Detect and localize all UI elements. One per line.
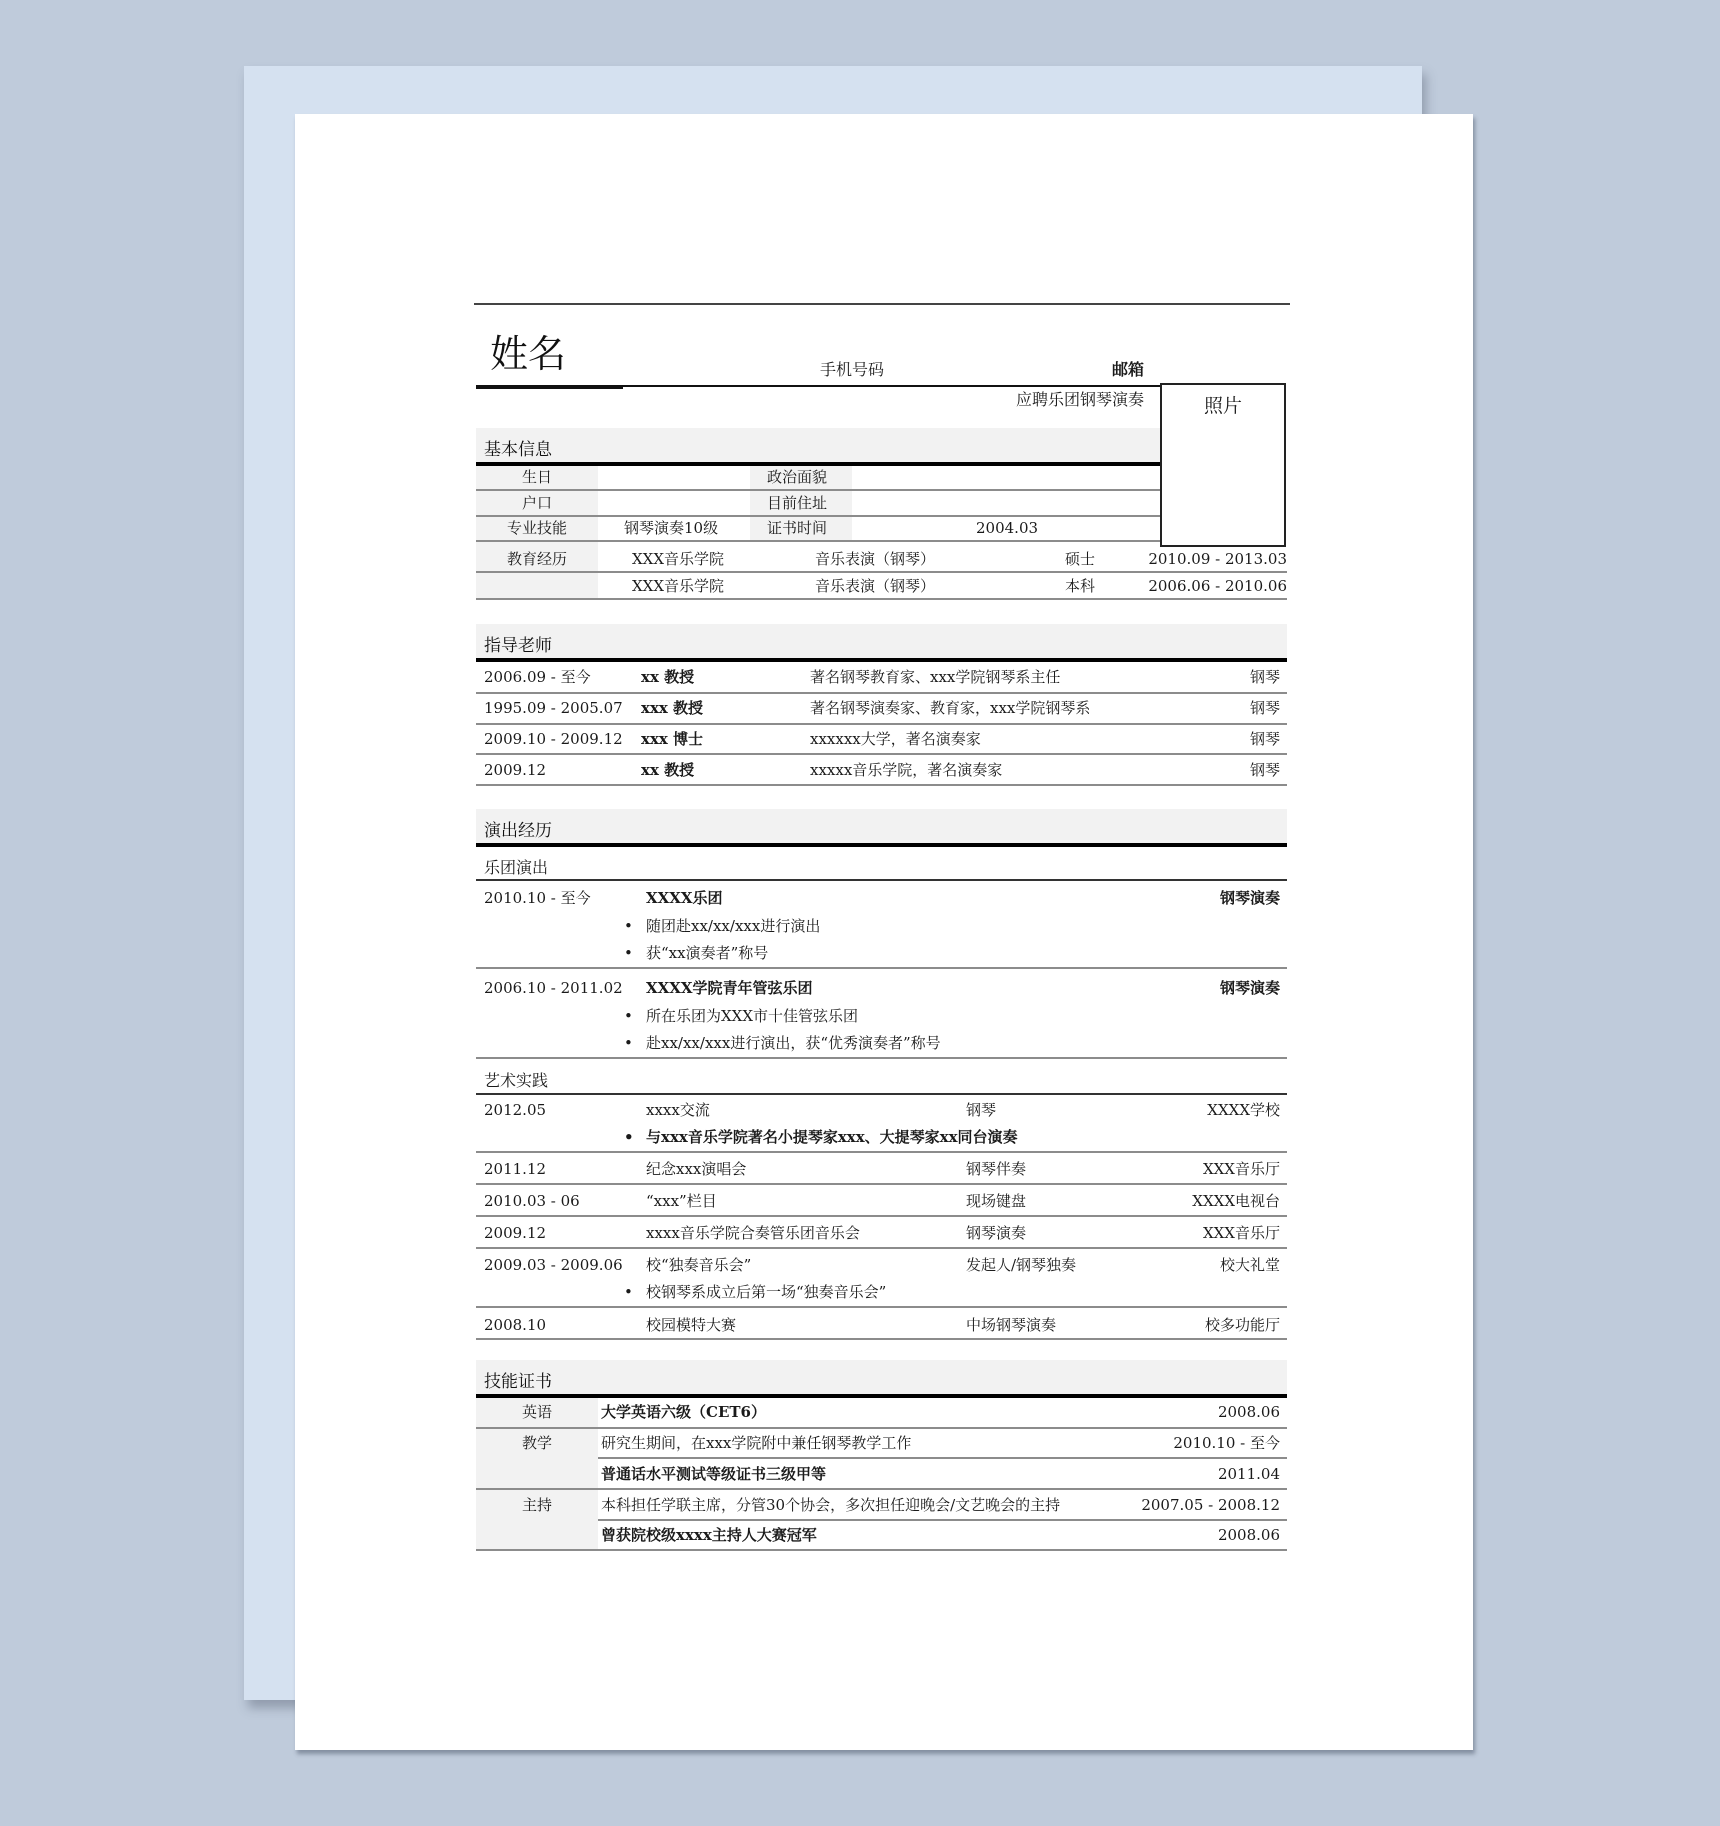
row-divider — [476, 753, 1287, 755]
row-divider — [476, 1427, 1287, 1429]
art-period: 2009.12 — [484, 1224, 547, 1242]
art-venue: XXXX电视台 — [1192, 1192, 1280, 1210]
art-venue: XXX音乐厅 — [1202, 1224, 1280, 1242]
art-event: 校园模特大赛 — [646, 1316, 737, 1334]
value-skill: 钢琴演奏10级 — [624, 519, 719, 537]
art-event: xxxx音乐学院合奏管乐团音乐会 — [646, 1224, 860, 1242]
row-divider — [476, 723, 1287, 725]
edu-period: 2010.09 - 2013.03 — [1148, 550, 1287, 568]
photo-label: 照片 — [1203, 395, 1242, 417]
edu-major: 音乐表演（钢琴） — [815, 577, 936, 595]
row-divider — [476, 540, 1160, 542]
edu-degree: 本科 — [1065, 577, 1096, 595]
section-title: 指导老师 — [484, 636, 552, 656]
value-cert-date: 2004.03 — [976, 519, 1039, 537]
art-bullet: • 校钢琴系成立后第一场“独奏音乐会” — [646, 1282, 886, 1302]
mentor-field: 钢琴 — [1249, 761, 1280, 779]
applicant-name: 姓名 — [490, 332, 567, 376]
art-venue: XXX音乐厅 — [1202, 1160, 1280, 1178]
perf-bullet: • 所在乐团为XXX市十佳管弦乐团 — [646, 1006, 858, 1026]
art-role: 钢琴演奏 — [966, 1224, 1027, 1242]
phone-label: 手机号码 — [820, 360, 885, 379]
perf-org: XXXX乐团 — [646, 889, 723, 907]
art-event: “xxx”栏目 — [646, 1192, 717, 1210]
row-divider — [476, 1488, 1287, 1490]
art-role: 钢琴伴奏 — [966, 1160, 1027, 1178]
row-divider — [476, 692, 1287, 694]
skill-desc: 研究生期间，在xxx学院附中兼任钢琴教学工作 — [601, 1434, 912, 1452]
section-skills — [476, 1360, 1287, 1394]
section-mentors — [476, 624, 1287, 658]
mentor-name: xx 教授 — [641, 761, 695, 779]
label-birthday: 生日 — [521, 468, 552, 486]
edu-period: 2006.06 - 2010.06 — [1148, 577, 1287, 595]
perf-period: 2006.10 - 2011.02 — [484, 979, 623, 997]
subsection-rule — [476, 879, 1287, 881]
art-bullet: • 与xxx音乐学院著名小提琴家xxx、大提琴家xx同台演奏 — [646, 1127, 1018, 1147]
perf-bullet: • 赴xx/xx/xxx进行演出，获“优秀演奏者”称号 — [646, 1033, 941, 1053]
art-role: 现场键盘 — [966, 1192, 1027, 1210]
mentor-field: 钢琴 — [1249, 699, 1280, 717]
perf-org: XXXX学院青年管弦乐团 — [646, 979, 813, 997]
skill-date: 2008.06 — [1217, 1526, 1280, 1544]
skill-category: 英语 — [521, 1403, 552, 1421]
skill-category: 教学 — [521, 1434, 552, 1452]
art-event: 校“独奏音乐会” — [646, 1256, 752, 1274]
skill-desc: 普通话水平测试等级证书三级甲等 — [601, 1465, 827, 1483]
row-divider — [598, 1519, 1287, 1521]
art-period: 2011.12 — [484, 1160, 547, 1178]
mentor-desc: xxxxx音乐学院，著名演奏家 — [810, 761, 1003, 779]
art-role: 中场钢琴演奏 — [966, 1316, 1057, 1334]
mentor-name: xxx 博士 — [641, 730, 704, 748]
row-divider — [476, 1549, 1287, 1551]
mentor-name: xx 教授 — [641, 668, 695, 686]
perf-role: 钢琴演奏 — [1219, 889, 1280, 907]
label-political-status: 政治面貌 — [767, 468, 828, 486]
row-divider — [476, 1057, 1287, 1059]
section-title: 基本信息 — [484, 440, 552, 460]
label-cert-date: 证书时间 — [767, 519, 828, 537]
row-divider — [476, 1247, 1287, 1249]
skill-category: 主持 — [521, 1496, 552, 1514]
row-divider — [476, 1183, 1287, 1185]
row-divider — [476, 598, 1287, 600]
art-period: 2009.03 - 2009.06 — [484, 1256, 623, 1274]
subsection-orchestra: 乐团演出 — [484, 858, 549, 877]
mentor-period: 2009.12 — [484, 761, 547, 779]
mentor-period: 2006.09 - 至今 — [484, 668, 591, 686]
art-role: 发起人/钢琴独奏 — [966, 1256, 1077, 1274]
section-basic-info — [476, 428, 1160, 462]
mentor-desc: xxxxxx大学，著名演奏家 — [810, 730, 981, 748]
subsection-rule — [476, 1093, 1287, 1095]
art-period: 2012.05 — [484, 1101, 547, 1119]
art-period: 2010.03 - 06 — [484, 1192, 580, 1210]
section-rule — [476, 658, 1287, 662]
art-event: xxxx交流 — [646, 1101, 710, 1119]
edu-school: XXX音乐学院 — [632, 550, 725, 568]
photo-placeholder — [1160, 383, 1286, 547]
mentor-field: 钢琴 — [1249, 730, 1280, 748]
perf-bullet: • 随团赴xx/xx/xxx进行演出 — [646, 916, 820, 936]
skill-date: 2010.10 - 至今 — [1173, 1434, 1280, 1452]
row-divider — [476, 1306, 1287, 1308]
skill-desc: 曾获院校级xxxx主持人大赛冠军 — [601, 1526, 817, 1544]
skill-desc: 大学英语六级（CET6） — [601, 1403, 766, 1421]
name-divider-accent — [476, 385, 623, 389]
art-venue: XXXX学校 — [1207, 1101, 1280, 1119]
edu-school: XXX音乐学院 — [632, 577, 725, 595]
apply-position: 应聘乐团钢琴演奏 — [1015, 390, 1144, 409]
perf-bullet: • 获“xx演奏者”称号 — [646, 943, 768, 963]
art-role: 钢琴 — [966, 1101, 997, 1119]
row-divider — [476, 1151, 1287, 1153]
label-hukou: 户口 — [521, 494, 552, 512]
mentor-period: 1995.09 - 2005.07 — [484, 699, 623, 717]
section-rule — [476, 843, 1287, 847]
edu-major: 音乐表演（钢琴） — [815, 550, 936, 568]
label-education: 教育经历 — [506, 550, 567, 568]
skill-date: 2008.06 — [1217, 1403, 1280, 1421]
row-divider — [476, 515, 1160, 517]
section-title: 演出经历 — [484, 821, 552, 841]
art-venue: 校大礼堂 — [1219, 1256, 1280, 1274]
row-divider — [476, 967, 1287, 969]
edu-degree: 硕士 — [1065, 550, 1096, 568]
row-divider — [476, 571, 1287, 573]
row-divider — [476, 1215, 1287, 1217]
mentor-desc: 著名钢琴教育家、xxx学院钢琴系主任 — [810, 668, 1061, 686]
top-divider — [474, 303, 1290, 305]
perf-role: 钢琴演奏 — [1219, 979, 1280, 997]
perf-period: 2010.10 - 至今 — [484, 889, 591, 907]
row-divider — [476, 489, 1160, 491]
skill-date: 2011.04 — [1217, 1465, 1280, 1483]
row-divider — [476, 784, 1287, 786]
mentor-name: xxx 教授 — [641, 699, 704, 717]
email-label: 邮箱 — [1111, 360, 1144, 379]
row-divider — [476, 1338, 1287, 1340]
art-venue: 校多功能厅 — [1204, 1316, 1280, 1334]
row-divider — [598, 1457, 1287, 1459]
art-period: 2008.10 — [484, 1316, 547, 1334]
label-address: 目前住址 — [767, 494, 828, 512]
skill-desc: 本科担任学联主席，分管30个协会，多次担任迎晚会/文艺晚会的主持 — [601, 1496, 1061, 1514]
mentor-field: 钢琴 — [1249, 668, 1280, 686]
mentor-period: 2009.10 - 2009.12 — [484, 730, 623, 748]
skill-date: 2007.05 - 2008.12 — [1141, 1496, 1280, 1514]
art-event: 纪念xxx演唱会 — [646, 1160, 747, 1178]
section-performance — [476, 809, 1287, 843]
label-skill: 专业技能 — [506, 519, 567, 537]
section-title: 技能证书 — [484, 1372, 552, 1392]
mentor-desc: 著名钢琴演奏家、教育家，xxx学院钢琴系 — [810, 699, 1091, 717]
subsection-art-practice: 艺术实践 — [484, 1071, 549, 1090]
